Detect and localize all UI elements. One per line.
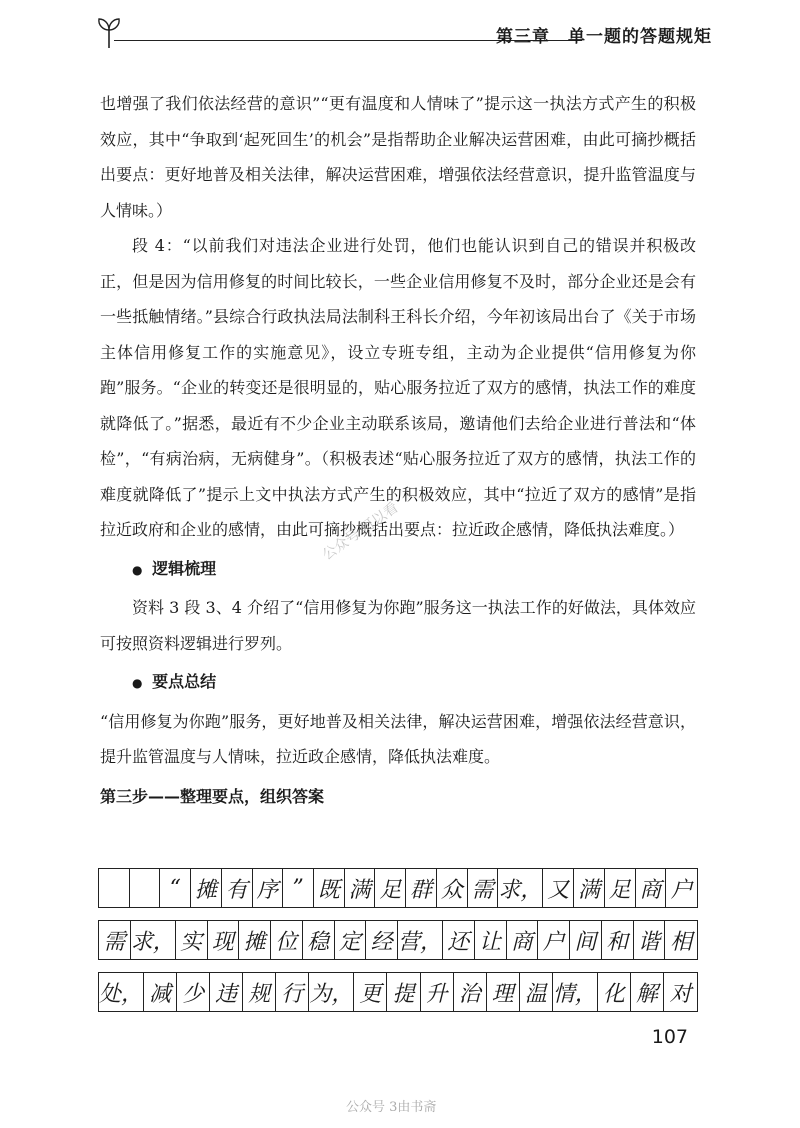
answer-grid-cell: 处，	[99, 973, 144, 1011]
answer-grid-cell: 情，	[553, 973, 598, 1011]
logic-heading-label: 逻辑梳理	[152, 558, 217, 578]
answer-grid-cell: 群	[406, 869, 437, 907]
answer-grid-cell: 间	[570, 921, 602, 959]
body-text	[100, 86, 696, 814]
answer-grid-cell: 户	[538, 921, 570, 959]
answer-grid-cell	[130, 869, 161, 907]
answer-grid-cell: 满	[574, 869, 605, 907]
answer-grid-cell: 让	[475, 921, 507, 959]
answer-grid-cell	[99, 869, 130, 907]
answer-grid-cell: 解	[631, 973, 664, 1011]
logic-text: 资料 3 段 3、4 介绍了“信用修复为你跑”服务这一执法工作的好做法，具体效应可按照资料逻辑进行罗列。	[100, 598, 696, 653]
answer-grid-cell: 化	[598, 973, 631, 1011]
answer-grid-cell: 温	[520, 973, 553, 1011]
chapter-title: 第三章 单一题的答题规矩	[496, 27, 712, 47]
answer-grid-cell: 位	[271, 921, 303, 959]
answer-grid-row	[98, 920, 698, 960]
answer-grid-cell: 理	[487, 973, 520, 1011]
step-title: 第三步——整理要点，组织答案	[100, 786, 325, 806]
answer-grid-cell: 需	[468, 869, 499, 907]
answer-grid-cell: 更	[354, 973, 387, 1011]
answer-grid-cell: 经	[366, 921, 398, 959]
answer-grid-cell: 足	[605, 869, 636, 907]
answer-grid-cell: 求，	[131, 921, 176, 959]
answer-grid-cell: 行	[276, 973, 309, 1011]
answer-grid-cell: 需	[99, 921, 131, 959]
answer-grid-cell: 足	[375, 869, 406, 907]
sprout-icon	[96, 14, 122, 50]
answer-grid-cell: 实	[176, 921, 208, 959]
answer-grid-cell: 有	[222, 869, 253, 907]
answer-grid-row	[98, 868, 698, 908]
answer-grid-cell: 为，	[309, 973, 354, 1011]
bullet-icon: ●	[132, 562, 143, 577]
watermark: 公众号 可以看	[319, 499, 402, 564]
summary-heading-label: 要点总结	[152, 672, 217, 691]
bullet-icon: ●	[132, 676, 143, 690]
answer-grid-cell: 营，	[398, 921, 443, 959]
answer-grid-cell: 既	[314, 869, 345, 907]
answer-grid-cell: 定	[335, 921, 367, 959]
page-number: 107	[651, 1026, 688, 1048]
answer-grid-cell: 求，	[498, 869, 543, 907]
answer-grid-cell: 和	[602, 921, 634, 959]
answer-grid-cell: 众	[437, 869, 468, 907]
paragraph-continued: 也增强了我们依法经营的意识”“更有温度和人情味了”提示这一执法方式产生的积极效应，其中“争取到‘起死回生’的机会”是指帮助企业解决运营困难，由此可摘抄概括出要点：更好地普及相关法律，解决运营困难，增强依法经营意识，提升监管温度与人情味。）	[100, 94, 696, 220]
answer-grid-cell: “	[160, 869, 191, 907]
answer-grid-cell: 稳	[303, 921, 335, 959]
answer-grid-cell: 治	[454, 973, 487, 1011]
answer-grid-cell: 摊	[191, 869, 222, 907]
logic-heading	[100, 551, 696, 589]
answer-grid-cell: 商	[636, 869, 667, 907]
summary-heading	[100, 664, 696, 702]
answer-grid-cell: 满	[345, 869, 376, 907]
answer-grid-cell: 规	[243, 973, 276, 1011]
answer-grid-cell: 减	[144, 973, 177, 1011]
answer-grid	[98, 868, 698, 1024]
answer-grid-cell: ”	[283, 869, 314, 907]
answer-grid-cell: 违	[210, 973, 243, 1011]
answer-grid-cell: 现	[208, 921, 240, 959]
answer-grid-cell: 升	[421, 973, 454, 1011]
answer-grid-row	[98, 972, 698, 1012]
answer-grid-cell: 少	[177, 973, 210, 1011]
paragraph-section-4: 段 4：“以前我们对违法企业进行处罚，他们也能认识到自己的错误并积极改正，但是因为信用修复的时间比较长，一些企业信用修复不及时，部分企业还是会有一些抵触情绪。”县综合行政执法局法制科王科长介绍，今年初该局出台了《关于市场主体信用修复工作的实施意见》，设立专班专组，主动为企业提供“信用修复为你跑”服务。“企业的转变还是很明显的，贴心服务拉近了双方的感情，执法工作的难度就降低了。”据悉，最近有不少企业主动联系该局，邀请他们去给企业进行普法和“体检”，“有病治病，无病健身”。（积极表述“贴心服务拉近了双方的感情，执法工作的难度就降低了”提示上文中执法方式产生的积极效应，其中“拉近了双方的感情”是指拉近政府和企业的感情，由此可摘抄概括出要点：拉近政企感情，降低执法难度。）	[100, 236, 696, 539]
page-header	[96, 14, 712, 54]
summary-text: “信用修复为你跑”服务，更好地普及相关法律，解决运营困难，增强依法经营意识，提升监管温度与人情味，拉近政企感情，降低执法难度。	[100, 711, 696, 766]
answer-grid-cell: 还	[443, 921, 475, 959]
answer-grid-cell: 序	[253, 869, 284, 907]
answer-grid-cell: 商	[507, 921, 539, 959]
answer-grid-cell: 摊	[239, 921, 271, 959]
answer-grid-cell: 相	[670, 929, 693, 955]
footer-watermark: 公众号 3由书斋	[346, 1100, 437, 1115]
answer-grid-cell: 对	[669, 981, 692, 1007]
answer-grid-cell: 户	[670, 877, 693, 903]
answer-grid-cell: 又	[543, 869, 574, 907]
answer-grid-cell: 提	[387, 973, 420, 1011]
answer-grid-cell: 谐	[634, 921, 666, 959]
